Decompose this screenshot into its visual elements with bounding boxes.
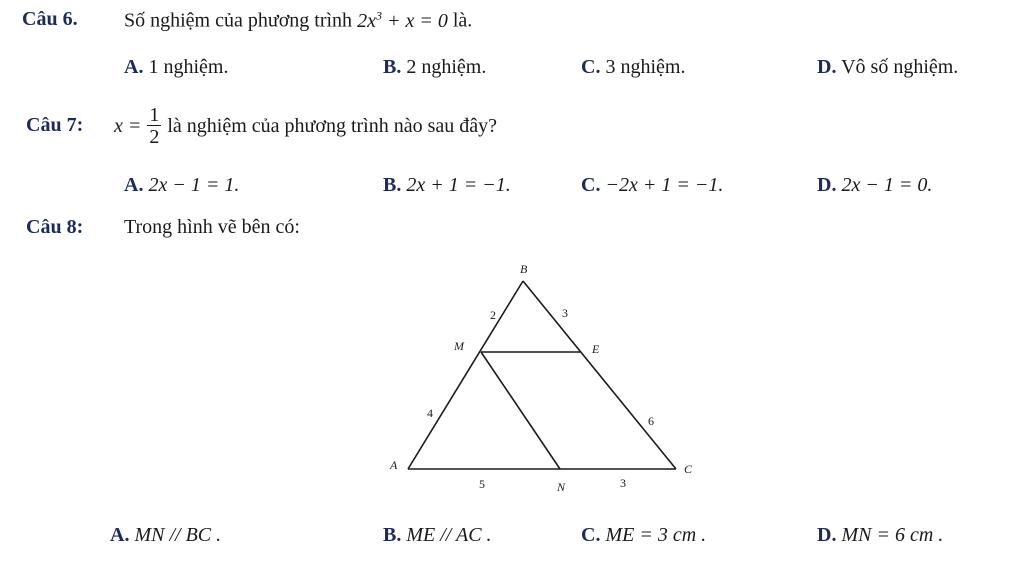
segment-MN [481, 352, 560, 469]
question-6-equation: $2x^3 + x = 0$ [357, 8, 448, 32]
question-8-label: Câu 8: [26, 216, 84, 238]
length-AN-label: 5 [479, 477, 485, 491]
q7-option-c[interactable]: C. −2x + 1 = −1. [581, 174, 724, 196]
q8-option-a[interactable]: A. MN // BC . [110, 524, 222, 546]
question-7-x: x = [114, 114, 142, 137]
question-6-text: Số nghiệm của phương trình [124, 9, 353, 32]
side-BA [408, 281, 523, 469]
vertex-B-label: B [520, 262, 528, 276]
q8-option-b[interactable]: B. ME // AC . [383, 524, 492, 546]
question-7-text: là nghiệm của phương trình nào sau đây? [167, 114, 498, 137]
question-6-text-after: là. [452, 9, 473, 32]
vertex-A-label: A [390, 458, 398, 472]
q7-option-b[interactable]: B. 2x + 1 = −1. [383, 174, 511, 196]
q6-option-c[interactable]: C. 3 nghiệm. [581, 56, 686, 78]
question-6 [22, 8, 78, 31]
length-BM-label: 2 [490, 308, 496, 322]
vertex-M-label: M [454, 339, 464, 353]
question-8-text: Trong hình vẽ bên có: [124, 216, 300, 238]
length-MA-label: 4 [427, 406, 433, 420]
question-7-label-wrap [26, 114, 83, 137]
question-7-label: Câu 7: [26, 114, 84, 136]
q8-option-d[interactable]: D. MN = 6 cm . [817, 524, 944, 546]
q7-option-a[interactable]: A. 2x − 1 = 1. [124, 174, 240, 196]
vertex-E-label: E [592, 342, 600, 356]
triangle-figure [380, 255, 710, 495]
q6-option-b[interactable]: B. 2 nghiệm. [383, 56, 487, 78]
question-6-label: Câu 6. [22, 8, 78, 30]
q6-option-a[interactable]: A. 1 nghiệm. [124, 56, 229, 78]
length-EC-label: 6 [648, 414, 654, 428]
vertex-N-label: N [557, 480, 566, 494]
side-BC [523, 281, 676, 469]
question-7-stem [114, 96, 497, 156]
q6-option-d[interactable]: D. Vô số nghiệm. [817, 56, 959, 78]
question-8-label-wrap [26, 216, 83, 239]
length-BE-label: 3 [562, 306, 568, 320]
vertex-C-label: C [684, 462, 693, 476]
question-7-fraction: $\frac{1}{2}$ [149, 103, 160, 148]
length-NC-label: 3 [620, 476, 626, 490]
q7-option-d[interactable]: D. 2x − 1 = 0. [817, 174, 933, 196]
q8-option-c[interactable]: C. ME = 3 cm . [581, 524, 707, 546]
question-6-stem [124, 8, 472, 33]
